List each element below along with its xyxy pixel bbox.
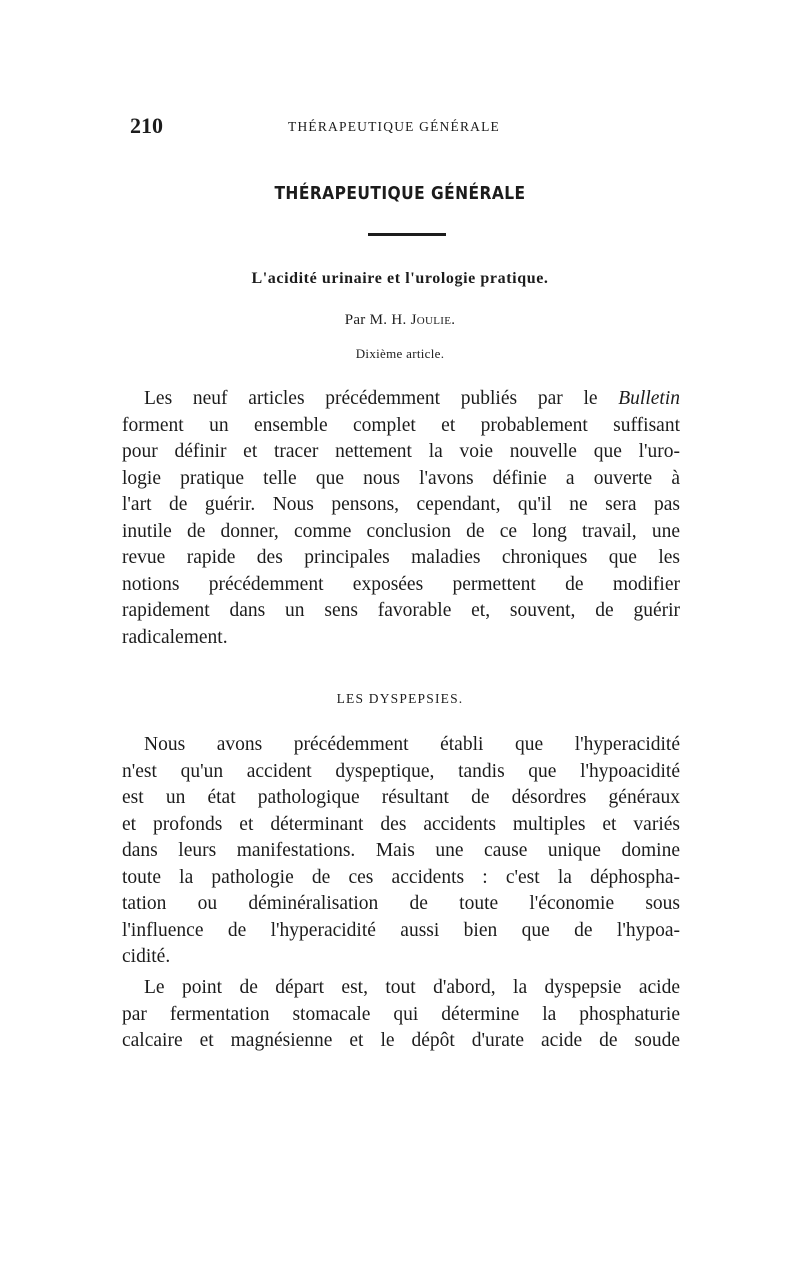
- byline: [0, 312, 800, 329]
- paragraph-line: rapidement dans un sens favorable et, souvent, de guérir: [122, 600, 680, 621]
- paragraph-introduction: [122, 386, 680, 651]
- byline-prefix: Par: [344, 312, 366, 328]
- author-name: M. H. Joulie.: [369, 312, 456, 328]
- paragraph-line: dans leurs manifestations. Mais une cause unique domine: [122, 840, 680, 861]
- journal-title: Bulletin: [618, 388, 680, 409]
- article-title: L'acidité urinaire et l'urologie pratique.: [251, 270, 549, 287]
- paragraph-line: tation ou déminéralisation de toute l'économie sous: [122, 893, 680, 914]
- paragraph-line: l'art de guérir. Nous pensons, cependant, qu'il ne sera pas: [122, 494, 680, 515]
- article-number: Dixième article.: [355, 346, 445, 361]
- paragraph-line: cidité.: [122, 946, 171, 967]
- paragraph-line: et profonds et déterminant des accidents multiples et variés: [122, 813, 680, 835]
- paragraph-line: calcaire et magnésienne et le dépôt d'urate acide de soude: [122, 1030, 680, 1051]
- paragraph-line: radicalement.: [122, 626, 228, 648]
- paragraph-line: Le point de départ est, tout d'abord, la dyspepsie acide: [144, 977, 680, 998]
- running-title: THÉRAPEUTIQUE GÉNÉRALE: [288, 119, 500, 134]
- paragraph-line: [122, 386, 680, 413]
- section-title: THÉRAPEUTIQUE GÉNÉRALE: [274, 183, 526, 204]
- paragraph-line: Nous avons précédemment établi que l'hyperacidité: [144, 734, 680, 755]
- paragraph-dyspepsies: [122, 732, 680, 971]
- running-head: [130, 113, 682, 139]
- paragraph-point-de-depart: [122, 975, 680, 1055]
- paragraph-line: par fermentation stomacale qui détermine la phosphaturie: [122, 1003, 680, 1025]
- paragraph-line: notions précédemment exposées permettent de modifier: [122, 573, 680, 595]
- paragraph-line: inutile de donner, comme conclusion de ce long travail, une: [122, 520, 680, 542]
- paragraph-line: forment un ensemble complet et probablement suffisant: [122, 414, 680, 436]
- page-number: 210: [130, 113, 163, 138]
- paragraph-line: pour définir et tracer nettement la voie nouvelle que l'uro-: [122, 441, 680, 462]
- paragraph-line: logie pratique telle que nous l'avons définie a ouverte à: [122, 467, 680, 489]
- subheading-dyspepsies: LES DYSPEPSIES.: [336, 691, 464, 706]
- paragraph-line: revue rapide des principales maladies chroniques que les: [122, 547, 680, 568]
- paragraph-line: est un état pathologique résultant de désordres généraux: [122, 787, 680, 808]
- paragraph-line: toute la pathologie de ces accidents : c'est la déphospha-: [122, 866, 680, 888]
- line-text: Les neuf articles précédemment publiés par le: [144, 388, 619, 409]
- paragraph-line: l'influence de l'hyperacidité aussi bien que de l'hypoa-: [122, 919, 680, 941]
- title-rule: [368, 233, 446, 236]
- paragraph-line: n'est qu'un accident dyspeptique, tandis que l'hypoacidité: [122, 760, 680, 782]
